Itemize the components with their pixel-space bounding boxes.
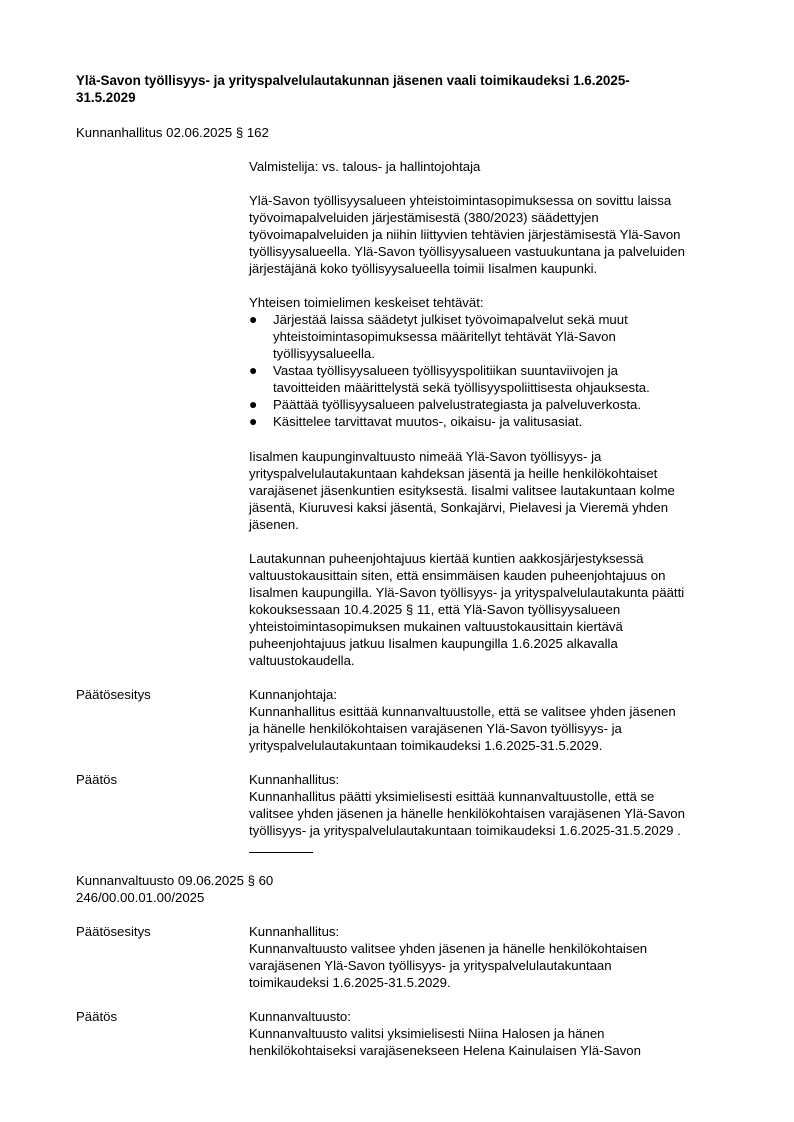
- decision-line: työllisyys- ja yrityspalvelulautakuntaan toimikaudeksi 1.6.2025-31.5.2029 .: [249, 823, 681, 838]
- list-item: [249, 396, 719, 413]
- title-line-1: Ylä-Savon työllisyys- ja yrityspalvelulautakunnan jäsenen vaali toimikaudeksi 1.6.2025-: [76, 73, 630, 88]
- kh-decision-label: Päätös: [76, 772, 118, 787]
- proposal-presenter: Kunnanjohtaja:: [249, 687, 337, 702]
- composition-line: Iisalmen kaupunginvaltuusto nimeää Ylä-Savon työllisyys- ja: [249, 449, 602, 464]
- proposal-line: toimikaudeksi 1.6.2025-31.5.2029.: [249, 975, 451, 990]
- bullet-icon: ●: [249, 396, 258, 412]
- kh-decision: [249, 771, 719, 839]
- kv-decision: [249, 1008, 719, 1059]
- decision-presenter: Kunnanhallitus:: [249, 772, 340, 787]
- decision-line: henkilökohtaiseksi varajäsenekseen Helena Kainulaisen Ylä-Savon: [249, 1043, 641, 1058]
- intro-line: järjestäjänä koko työllisyysalueella toimii Iisalmen kaupunki.: [249, 261, 598, 276]
- composition-line: jäsentä, Kiuruvesi kaksi jäsentä, Sonkajärvi, Pielavesi ja Vieremä yhden: [249, 500, 669, 515]
- chair-line: valtuustokausittain siten, että ensimmäisen kauden puheenjohtajuus on: [249, 568, 666, 583]
- bullet-icon: ●: [249, 413, 258, 429]
- proposal-line: yrityspalvelulautakuntaan toimikaudeksi 1.6.2025-31.5.2029.: [249, 738, 603, 753]
- chair-line: Iisalmen kaupungilla. Ylä-Savon työllisyys- ja yrityspalvelulautakunta päätti: [249, 585, 685, 600]
- intro-line: Ylä-Savon työllisyysalueen yhteistoimintasopimuksessa on sovittu laissa: [249, 193, 672, 208]
- chair-paragraph: [249, 550, 719, 669]
- task-line: Järjestää laissa säädetyt julkiset työvoimapalvelut sekä muut: [273, 312, 628, 327]
- kv-meeting-reference: [76, 872, 273, 906]
- task-line: tavoitteiden määrittelystä sekä työllisyyspoliittisesta ohjauksesta.: [273, 380, 650, 395]
- tasks-heading: Yhteisen toimielimen keskeiset tehtävät:: [249, 295, 484, 310]
- chair-line: kokouksessaan 10.4.2025 § 11, että Ylä-Savon työllisyysalueen: [249, 602, 621, 617]
- task-line: Päättää työllisyysalueen palvelustrategiasta ja palveluverkosta.: [273, 397, 641, 412]
- composition-line: jäsenen.: [249, 517, 299, 532]
- kv-record-number: 246/00.00.01.00/2025: [76, 890, 205, 905]
- intro-paragraph: [249, 192, 719, 277]
- list-item: [249, 362, 719, 396]
- kv-meeting-line: Kunnanvaltuusto 09.06.2025 § 60: [76, 873, 274, 888]
- proposal-presenter: Kunnanhallitus:: [249, 924, 340, 939]
- intro-line: työllisyysalueella. Ylä-Savon työllisyysalueen vastuukuntana ja palveluiden: [249, 244, 685, 259]
- intro-line: työvoimapalveluiden järjestämisestä (380/2023) säädettyjen: [249, 210, 599, 225]
- task-line: yhteistoimintasopimuksessa määritellyt tehtävät Ylä-Savon: [273, 329, 616, 344]
- kv-decision-label: Päätös: [76, 1009, 118, 1024]
- proposal-line: ja hänelle henkilökohtaisen varajäsenen Ylä-Savon työllisyys- ja: [249, 721, 622, 736]
- composition-line: varajäsenet jäsenkuntien esityksestä. Iisalmi valitsee lautakuntaan kolme: [249, 483, 675, 498]
- task-line: työllisyysalueella.: [273, 346, 375, 361]
- task-line: Käsittelee tarvittavat muutos-, oikaisu- ja valitusasiat.: [273, 414, 583, 429]
- document-title: [76, 72, 716, 106]
- task-line: Vastaa työllisyysalueen työllisyyspolitiikan suuntaviivojen ja: [273, 363, 618, 378]
- kv-proposal: [249, 923, 719, 991]
- composition-line: yrityspalvelulautakuntaan kahdeksan jäsentä ja heille henkilökohtaiset: [249, 466, 658, 481]
- proposal-line: Kunnanhallitus esittää kunnanvaltuustolle, että se valitsee yhden jäsenen: [249, 704, 676, 719]
- kh-proposal-label: Päätösesitys: [76, 687, 151, 702]
- decision-line: valitsee yhden jäsenen ja hänelle henkilökohtaisen varajäsenen Ylä-Savon: [249, 806, 685, 821]
- tasks-section: [249, 294, 719, 430]
- intro-line: työvoimapalveluiden ja niihin liittyvien tehtävien järjestämisestä Ylä-Savon: [249, 227, 681, 242]
- proposal-line: Kunnanvaltuusto valitsee yhden jäsenen ja hänelle henkilökohtaisen: [249, 941, 648, 956]
- bullet-icon: ●: [249, 311, 258, 327]
- preparation-section: [249, 158, 719, 175]
- proposal-line: varajäsenen Ylä-Savon työllisyys- ja yrityspalvelulautakuntaan: [249, 958, 612, 973]
- list-item: [249, 413, 719, 430]
- preparer-line: Valmistelija: vs. talous- ja hallintojohtaja: [249, 159, 481, 174]
- decision-presenter: Kunnanvaltuusto:: [249, 1009, 351, 1024]
- section-divider: [249, 852, 313, 853]
- kh-meeting-reference: Kunnanhallitus 02.06.2025 § 162: [76, 125, 269, 140]
- kh-proposal: [249, 686, 719, 754]
- tasks-list: [249, 311, 719, 430]
- bullet-icon: ●: [249, 362, 258, 378]
- chair-line: puheenjohtajuus jatkuu Iisalmen kaupungilla 1.6.2025 alkavalla: [249, 636, 618, 651]
- chair-line: valtuustokaudella.: [249, 653, 355, 668]
- title-line-2: 31.5.2029: [76, 90, 136, 105]
- composition-paragraph: [249, 448, 719, 533]
- kv-proposal-label: Päätösesitys: [76, 924, 151, 939]
- decision-line: Kunnanhallitus päätti yksimielisesti esittää kunnanvaltuustolle, että se: [249, 789, 655, 804]
- list-item: [249, 311, 719, 362]
- chair-line: yhteistoimintasopimuksen mukainen valtuustokausittain kiertävä: [249, 619, 623, 634]
- decision-line: Kunnanvaltuusto valitsi yksimielisesti Niina Halosen ja hänen: [249, 1026, 605, 1041]
- chair-line: Lautakunnan puheenjohtajuus kiertää kuntien aakkosjärjestyksessä: [249, 551, 644, 566]
